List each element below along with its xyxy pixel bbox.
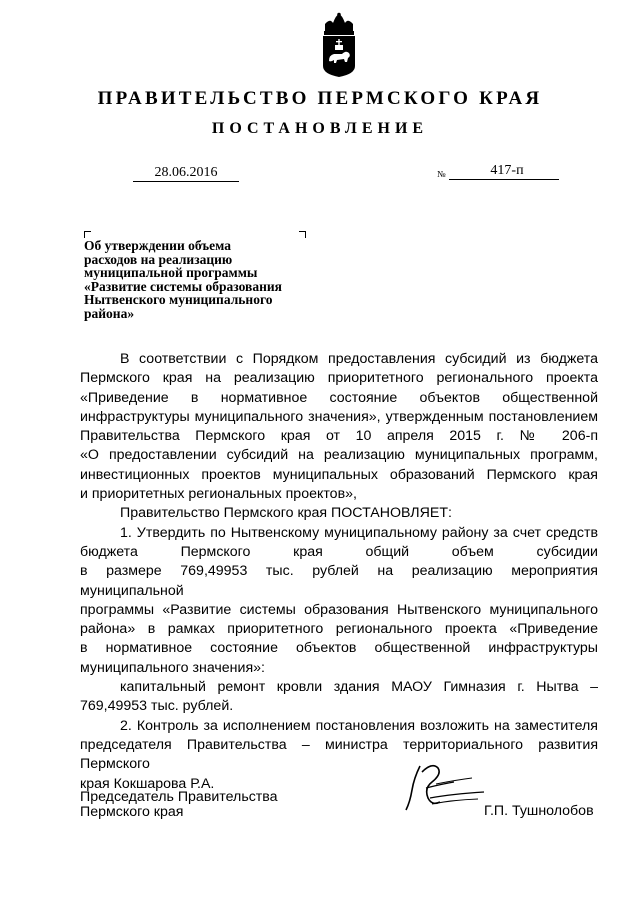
subject-corner-mark-right bbox=[299, 231, 306, 238]
body-line: в нормативное состояние объектов общественной инфраструктуры bbox=[80, 640, 598, 657]
document-type: ПОСТАНОВЛЕНИЕ bbox=[211, 120, 429, 137]
body-line: инфраструктуры муниципального значения», утвержденным постановлением bbox=[80, 408, 598, 425]
number-sign: № bbox=[437, 169, 446, 179]
document-number bbox=[449, 163, 559, 180]
document-body bbox=[80, 350, 598, 794]
body-line: В соответствии с Порядком предоставления субсидий из бюджета bbox=[120, 351, 598, 367]
subject-corner-mark-left bbox=[84, 231, 91, 238]
document-number-value: 417-п bbox=[490, 163, 524, 178]
body-line: 769,49953 тыс. рублей. bbox=[80, 698, 234, 715]
subject-line: района» bbox=[84, 305, 135, 321]
document-subject bbox=[84, 239, 324, 321]
body-line: бюджета Пермского края общий объем субсидии bbox=[80, 543, 598, 560]
body-line: Правительства Пермского края от 10 апреля 2015 г. № 206-п bbox=[80, 428, 598, 445]
subject-line: Нытвенского муниципального bbox=[84, 292, 273, 308]
body-line: края Кокшарова Р.А. bbox=[80, 775, 215, 792]
body-line: «Приведение в нормативное состояние объектов общественной bbox=[80, 389, 598, 406]
body-line: в размере 769,49953 тыс. рублей на реализацию мероприятия муниципальной bbox=[80, 563, 598, 599]
document-date: 28.06.2016 bbox=[133, 165, 239, 182]
subject-line: муниципальной программы bbox=[84, 265, 258, 281]
body-line: 2. Контроль за исполнением постановления возложить на заместителя bbox=[120, 717, 598, 734]
body-line: инвестиционных проектов муниципальных образований Пермского края bbox=[80, 466, 598, 483]
subject-line: расходов на реализацию bbox=[84, 251, 233, 267]
signatory-position bbox=[80, 790, 278, 820]
handwritten-signature-icon bbox=[392, 758, 492, 818]
resolution-line: Правительство Пермского края ПОСТАНОВЛЯЕТ: bbox=[120, 505, 452, 522]
body-line: района» в рамках приоритетного регионального проекта «Приведение bbox=[80, 621, 598, 638]
body-line: и приоритетных региональных проектов», bbox=[80, 486, 357, 503]
body-line: программы «Развитие системы образования Нытвенского муниципального bbox=[80, 601, 598, 618]
signer-name: Г.П. Тушнолобов bbox=[484, 803, 594, 819]
body-line: председателя Правительства – министра территориального развития Пермского bbox=[80, 736, 598, 773]
signatory-position-line: Пермского края bbox=[80, 804, 184, 820]
signatory-position-line: Председатель Правительства bbox=[80, 789, 278, 805]
subject-line: «Развитие системы образования bbox=[84, 278, 282, 294]
body-line: капитальный ремонт кровли здания МАОУ Гимназия г. Нытва – bbox=[120, 679, 598, 696]
body-line: 1. Утвердить по Нытвенскому муниципальному району за счет средств bbox=[120, 524, 598, 541]
body-line: Пермского края на реализацию приоритетного регионального проекта bbox=[80, 370, 598, 387]
government-title: ПРАВИТЕЛЬСТВО ПЕРМСКОГО КРАЯ bbox=[97, 88, 543, 109]
subject-line: Об утверждении объема bbox=[84, 238, 231, 253]
body-line: муниципального значения»: bbox=[80, 659, 265, 676]
body-line: «О предоставлении субсидий на реализацию муниципальных программ, bbox=[80, 447, 598, 464]
perm-krai-coat-of-arms-icon bbox=[319, 12, 359, 78]
